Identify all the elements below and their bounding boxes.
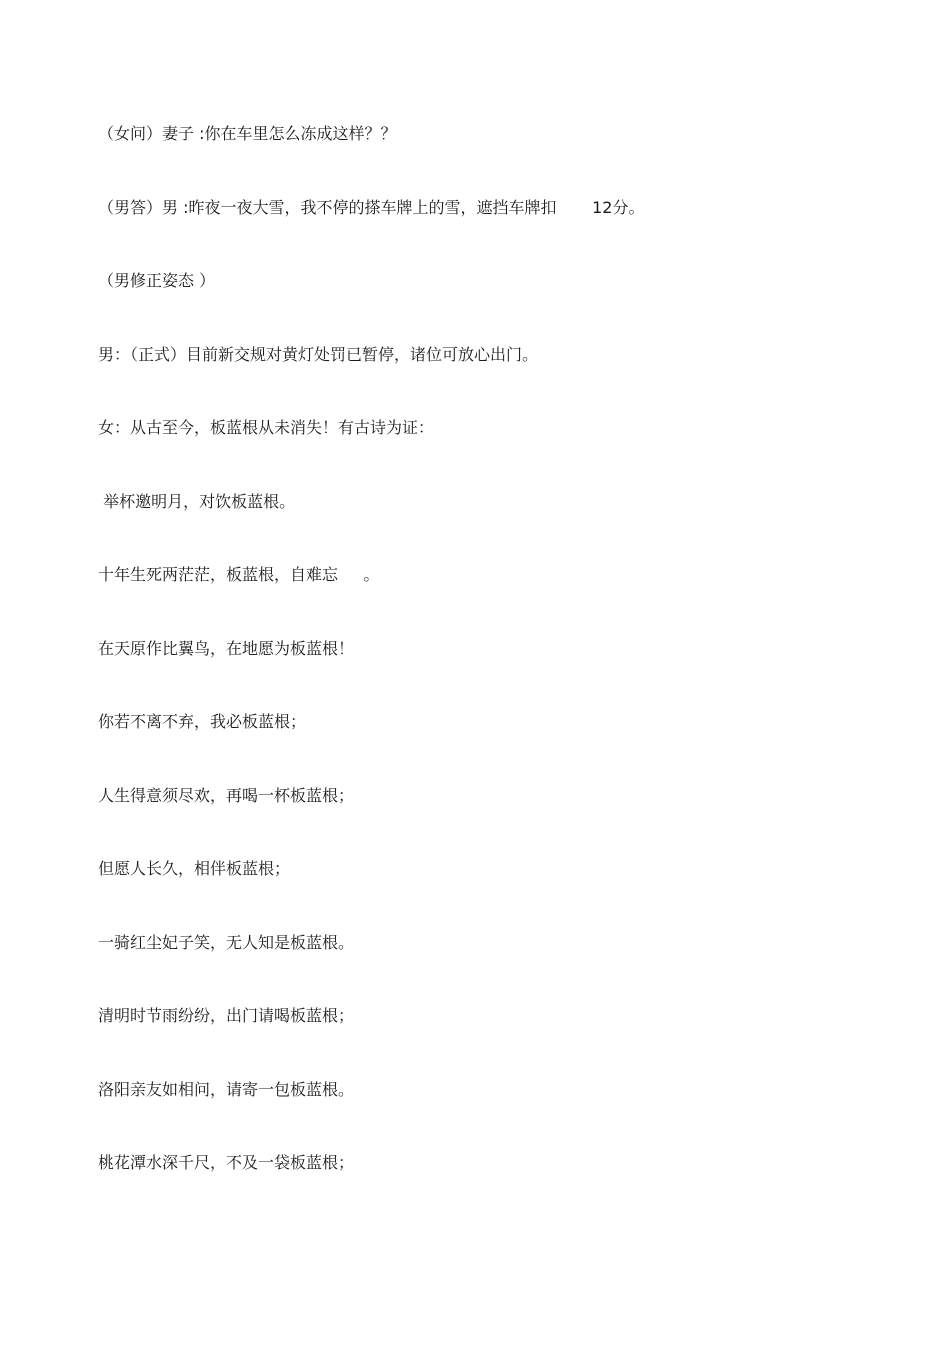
text-line: 你若不离不弃，我必板蓝根；: [98, 712, 307, 731]
text-line: （男答）男 :昨夜一夜大雪，我不停的搽车牌上的雪，遮挡车牌扣 12分。: [98, 198, 645, 217]
text-line: 在天原作比翼鸟，在地愿为板蓝根！: [98, 639, 355, 658]
text-line: （女问）妻子 :你在车里怎么冻成这样？？: [98, 124, 397, 143]
text-line: （男修正姿态 ）: [98, 271, 216, 290]
text-line: 清明时节雨纷纷，出门请喝板蓝根；: [98, 1006, 355, 1025]
text-line: 人生得意须尽欢，再喝一杯板蓝根；: [98, 786, 355, 805]
text-line: 一骑红尘妃子笑，无人知是板蓝根。: [98, 933, 355, 952]
text-line: 女：从古至今，板蓝根从未消失！有古诗为证：: [98, 418, 435, 437]
text-line: 但愿人长久，相伴板蓝根；: [98, 859, 291, 878]
text-line: 洛阳亲友如相问，请寄一包板蓝根。: [98, 1080, 355, 1099]
text-line: 桃花潭水深千尺，不及一袋板蓝根；: [98, 1153, 355, 1172]
text-line: 男：（正式）目前新交规对黄灯处罚已暂停，诸位可放心出门。: [98, 345, 539, 364]
text-line: 举杯邀明月，对饮板蓝根。: [98, 492, 296, 511]
text-line: 十年生死两茫茫，板蓝根，自难忘 。: [98, 565, 380, 584]
